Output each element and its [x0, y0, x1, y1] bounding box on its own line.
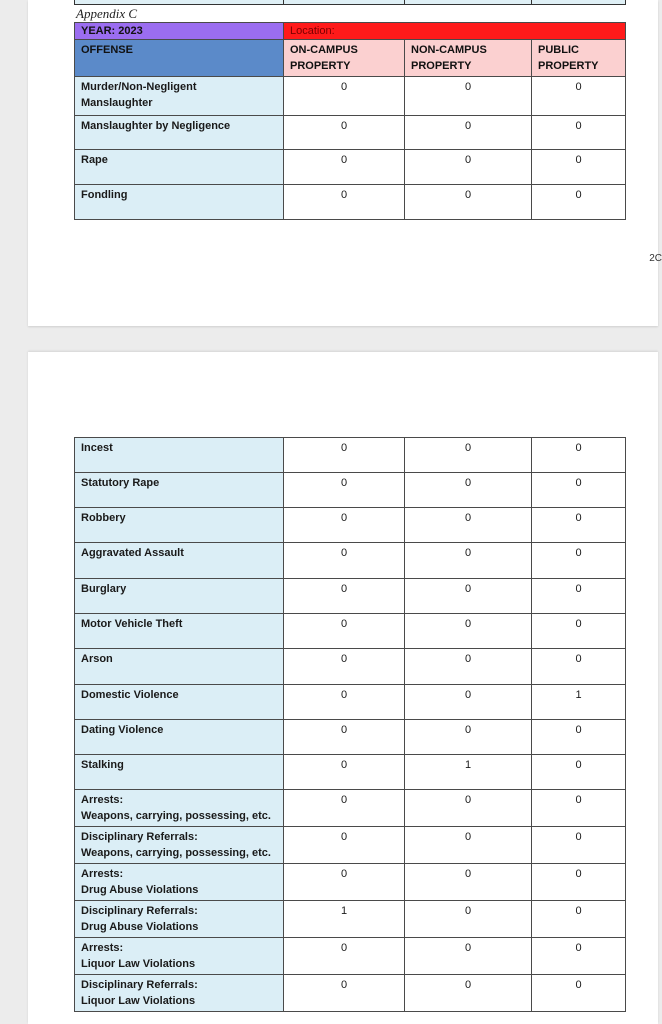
non-campus-count: 0 — [405, 438, 532, 473]
table-row — [75, 116, 626, 150]
public-property-count: 0 — [532, 649, 626, 685]
public-property-count: 0 — [532, 720, 626, 755]
non-campus-count: 0 — [405, 543, 532, 579]
offense-cell: Statutory Rape — [75, 473, 284, 508]
public-property-count: 0 — [532, 614, 626, 649]
non-campus-count: 0 — [405, 116, 532, 150]
offense-cell: Burglary — [75, 579, 284, 614]
non-campus-count: 0 — [405, 901, 532, 938]
on-campus-count: 0 — [284, 975, 405, 1012]
non-campus-count: 0 — [405, 473, 532, 508]
on-campus-count: 0 — [284, 790, 405, 827]
table-row — [75, 508, 626, 543]
crime-statistics-table-page-1 — [74, 22, 626, 220]
non-campus-count: 0 — [405, 150, 532, 185]
public-property-count: 0 — [532, 543, 626, 579]
on-campus-count: 0 — [284, 649, 405, 685]
non-campus-count: 0 — [405, 77, 532, 116]
offense-cell: Murder/Non-Negligent Manslaughter — [75, 77, 284, 116]
public-property-count: 0 — [532, 975, 626, 1012]
offense-cell: Motor Vehicle Theft — [75, 614, 284, 649]
on-campus-count: 0 — [284, 116, 405, 150]
previous-table-fragment — [74, 0, 626, 5]
on-campus-count: 0 — [284, 614, 405, 649]
offense-cell: Robbery — [75, 508, 284, 543]
on-campus-count: 0 — [284, 864, 405, 901]
year-header: YEAR: 2023 — [75, 23, 284, 40]
on-campus-count: 0 — [284, 473, 405, 508]
page-number: 2C — [649, 253, 662, 264]
table-row — [75, 473, 626, 508]
public-property-count: 0 — [532, 864, 626, 901]
non-campus-count: 0 — [405, 790, 532, 827]
offense-cell: Disciplinary Referrals: Liquor Law Violations — [75, 975, 284, 1012]
on-campus-count: 0 — [284, 827, 405, 864]
public-property-count: 0 — [532, 579, 626, 614]
non-campus-count: 0 — [405, 579, 532, 614]
offense-cell: Disciplinary Referrals: Drug Abuse Violations — [75, 901, 284, 938]
offense-cell: Dating Violence — [75, 720, 284, 755]
table-row — [75, 543, 626, 579]
non-campus-count: 0 — [405, 508, 532, 543]
non-campus-count: 0 — [405, 685, 532, 720]
on-campus-count: 0 — [284, 77, 405, 116]
on-campus-count: 1 — [284, 901, 405, 938]
table-row — [75, 614, 626, 649]
table-row — [75, 685, 626, 720]
non-campus-count: 0 — [405, 938, 532, 975]
public-property-count: 0 — [532, 116, 626, 150]
offense-cell: Arson — [75, 649, 284, 685]
offense-cell: Arrests: Drug Abuse Violations — [75, 864, 284, 901]
non-campus-count: 0 — [405, 975, 532, 1012]
non-campus-column-header: NON-CAMPUS PROPERTY — [405, 40, 532, 77]
location-header: Location: — [284, 23, 626, 40]
table-row — [75, 827, 626, 864]
on-campus-count: 0 — [284, 755, 405, 790]
offense-cell: Arrests: Liquor Law Violations — [75, 938, 284, 975]
non-campus-count: 0 — [405, 827, 532, 864]
public-property-count: 0 — [532, 827, 626, 864]
offense-cell: Domestic Violence — [75, 685, 284, 720]
on-campus-count: 0 — [284, 150, 405, 185]
public-property-count: 0 — [532, 938, 626, 975]
offense-cell: Stalking — [75, 755, 284, 790]
crime-statistics-table-page-2 — [74, 437, 626, 1012]
non-campus-count: 0 — [405, 185, 532, 220]
offense-cell: Incest — [75, 438, 284, 473]
non-campus-count: 0 — [405, 720, 532, 755]
public-property-column-header: PUBLIC PROPERTY — [532, 40, 626, 77]
non-campus-count: 0 — [405, 614, 532, 649]
table-row — [75, 755, 626, 790]
on-campus-count: 0 — [284, 685, 405, 720]
table-row — [75, 77, 626, 116]
table-row — [75, 579, 626, 614]
offense-cell: Arrests: Weapons, carrying, possessing, etc. — [75, 790, 284, 827]
table-row — [75, 901, 626, 938]
table-row — [75, 649, 626, 685]
table-row — [75, 150, 626, 185]
on-campus-count: 0 — [284, 508, 405, 543]
table-row — [75, 938, 626, 975]
on-campus-count: 0 — [284, 438, 405, 473]
non-campus-count: 0 — [405, 864, 532, 901]
on-campus-count: 0 — [284, 938, 405, 975]
on-campus-count: 0 — [284, 185, 405, 220]
public-property-count: 0 — [532, 755, 626, 790]
offense-cell: Aggravated Assault — [75, 543, 284, 579]
offense-column-header: OFFENSE — [75, 40, 284, 77]
public-property-count: 1 — [532, 685, 626, 720]
non-campus-count: 1 — [405, 755, 532, 790]
offense-cell: Disciplinary Referrals: Weapons, carrying, possessing, etc. — [75, 827, 284, 864]
table-row — [75, 975, 626, 1012]
on-campus-count: 0 — [284, 543, 405, 579]
table-row — [75, 720, 626, 755]
offense-cell: Fondling — [75, 185, 284, 220]
table-row — [75, 438, 626, 473]
public-property-count: 0 — [532, 790, 626, 827]
table-row — [75, 790, 626, 827]
table-row — [75, 185, 626, 220]
public-property-count: 0 — [532, 150, 626, 185]
table-row — [75, 864, 626, 901]
on-campus-count: 0 — [284, 579, 405, 614]
public-property-count: 0 — [532, 473, 626, 508]
offense-cell: Rape — [75, 150, 284, 185]
public-property-count: 0 — [532, 508, 626, 543]
public-property-count: 0 — [532, 901, 626, 938]
public-property-count: 0 — [532, 77, 626, 116]
non-campus-count: 0 — [405, 649, 532, 685]
on-campus-count: 0 — [284, 720, 405, 755]
on-campus-column-header: ON-CAMPUS PROPERTY — [284, 40, 405, 77]
public-property-count: 0 — [532, 438, 626, 473]
appendix-label: Appendix C — [76, 6, 138, 21]
public-property-count: 0 — [532, 185, 626, 220]
offense-cell: Manslaughter by Negligence — [75, 116, 284, 150]
